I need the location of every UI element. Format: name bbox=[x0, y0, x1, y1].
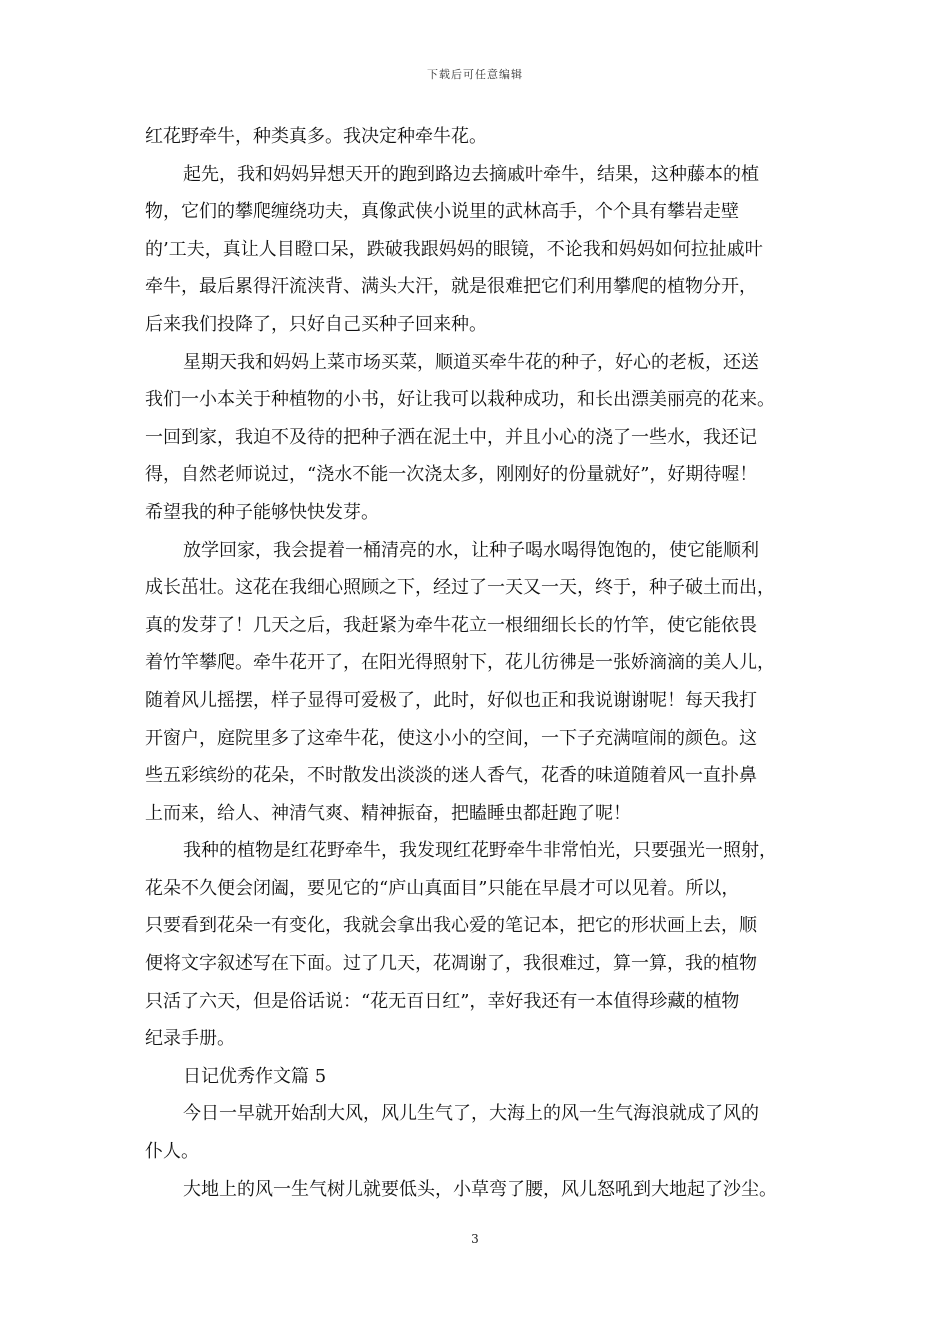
page-number: 3 bbox=[471, 1232, 479, 1246]
text-line: 一回到家，我迫不及待的把种子洒在泥土中，并且小心的浇了一些水，我还记 bbox=[145, 426, 757, 448]
paragraph-first-line: 放学回家，我会提着一桶清亮的水，让种子喝水喝得饱饱的，使它能顺利 bbox=[183, 539, 759, 561]
text-line: 仆人。 bbox=[145, 1141, 199, 1163]
text-line: 只活了六天，但是俗话说：“花无百日红”，幸好我还有一本值得珍藏的植物 bbox=[145, 990, 740, 1012]
paragraph-first-line: 大地上的风一生气树儿就要低头，小草弯了腰，风儿怒吼到大地起了沙尘。 bbox=[183, 1178, 777, 1200]
text-line: 花朵不久便会闭阖，要见它的“庐山真面目”只能在早晨才可以见着。所以， bbox=[145, 877, 740, 899]
paragraph-first-line: 星期天我和妈妈上菜市场买菜，顺道买牵牛花的种子，好心的老板，还送 bbox=[183, 351, 759, 373]
text-line: 真的发芽了！几天之后，我赶紧为牵牛花立一根细细长长的竹竿，使它能依畏 bbox=[145, 614, 757, 636]
text-line: 开窗户，庭院里多了这牵牛花，使这小小的空间，一下子充满喧闹的颜色。这 bbox=[145, 727, 757, 749]
text-line: 纪录手册。 bbox=[145, 1028, 235, 1050]
page-header: 下载后可任意编辑 bbox=[427, 68, 523, 81]
text-line: 红花野牵牛，种类真多。我决定种牵牛花。 bbox=[145, 126, 487, 147]
text-line: 希望我的种子能够快快发芽。 bbox=[145, 501, 379, 523]
text-line: 的’工夫，真让人目瞪口呆，跌破我跟妈妈的眼镜，不论我和妈妈如何拉扯戚叶 bbox=[145, 238, 763, 260]
text-line: 我们一小本关于种植物的小书，好让我可以栽种成功，和长出漂美丽亮的花来。 bbox=[145, 389, 775, 411]
text-line: 只要看到花朵一有变化，我就会拿出我心爱的笔记本，把它的形状画上去，顺 bbox=[145, 915, 757, 937]
text-line: 随着风儿摇摆，样子显得可爱极了，此时，好似也正和我说谢谢呢！每天我打 bbox=[145, 689, 757, 711]
text-line: 物，它们的攀爬缠绕功夫，真像武侠小说里的武林高手，个个具有攀岩走壁 bbox=[145, 201, 739, 223]
paragraph-first-line: 起先，我和妈妈异想天开的跑到路边去摘戚叶牵牛，结果，这种藤本的植 bbox=[183, 163, 759, 185]
text-line: 得，自然老师说过，“浇水不能一次浇太多，刚刚好的份量就好”，好期待喔！ bbox=[145, 464, 758, 486]
text-line: 上而来，给人、神清气爽、精神振奋，把瞌睡虫都赶跑了呢！ bbox=[145, 802, 631, 824]
document-body bbox=[145, 118, 825, 1208]
text-line: 便将文字叙述写在下面。过了几天，花凋谢了，我很难过，算一算，我的植物 bbox=[145, 953, 757, 975]
text-line: 牵牛，最后累得汗流浃背、满头大汗，就是很难把它们利用攀爬的植物分开， bbox=[145, 276, 757, 298]
paragraph-first-line: 日记优秀作文篇 5 bbox=[183, 1065, 327, 1087]
text-line: 着竹竿攀爬。牵牛花开了，在阳光得照射下，花儿彷彿是一张娇滴滴的美人儿， bbox=[145, 652, 775, 674]
text-line: 后来我们投降了，只好自己买种子回来种。 bbox=[145, 313, 487, 335]
text-line: 些五彩缤纷的花朵，不时散发出淡淡的迷人香气，花香的味道随着风一直扑鼻 bbox=[145, 765, 757, 787]
paragraph-first-line: 我种的植物是红花野牵牛，我发现红花野牵牛非常怕光，只要强光一照射， bbox=[183, 840, 777, 862]
text-line: 成长茁壮。这花在我细心照顾之下，经过了一天又一天，终于，种子破土而出， bbox=[145, 577, 775, 599]
paragraph-first-line: 今日一早就开始刮大风，风儿生气了，大海上的风一生气海浪就成了风的 bbox=[183, 1103, 759, 1125]
